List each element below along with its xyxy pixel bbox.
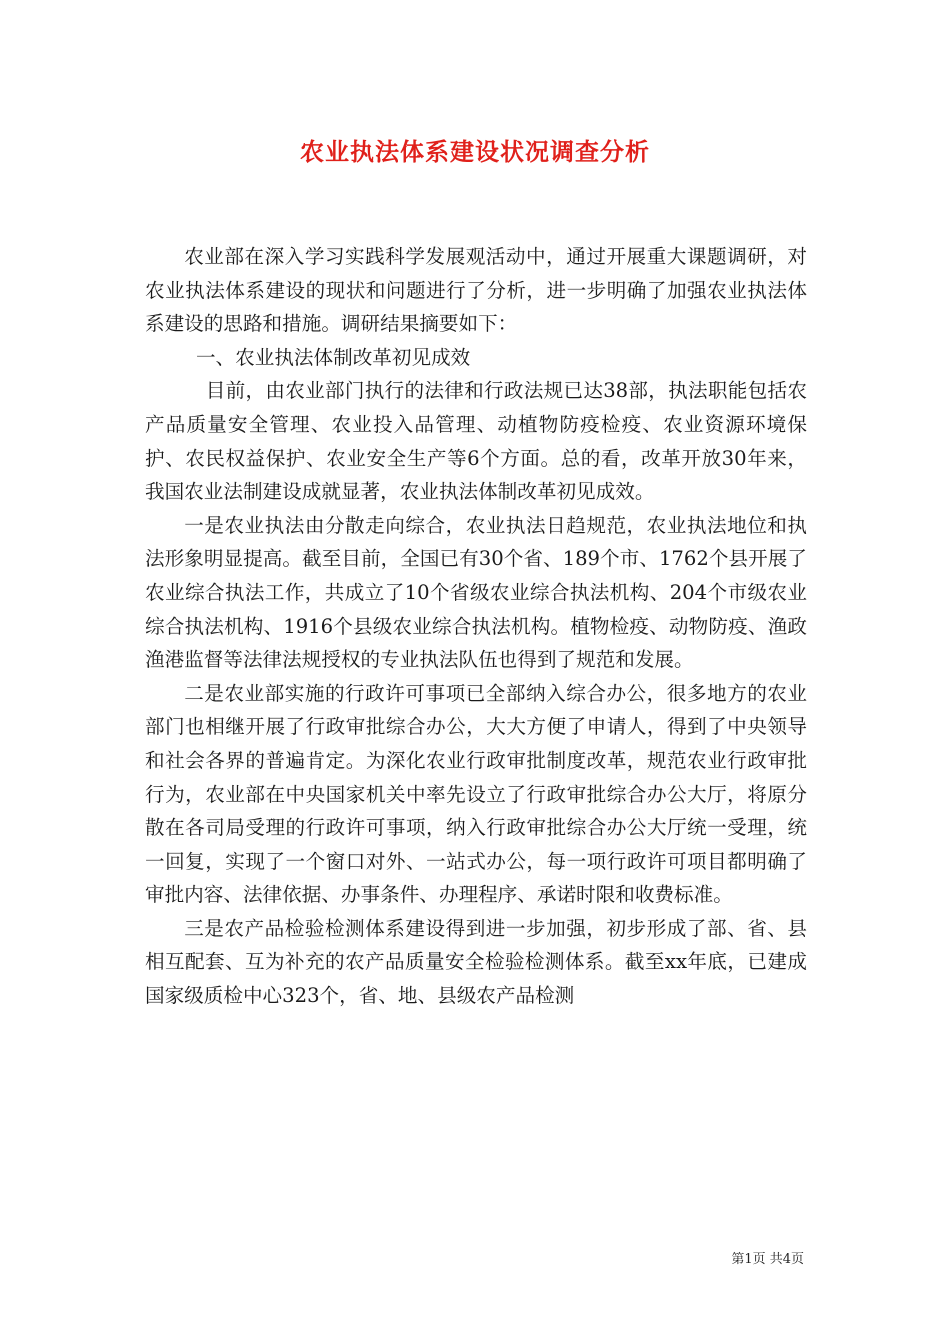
paragraph-4: 三是农产品检验检测体系建设得到进一步加强，初步形成了部、省、县相互配套、互为补充的农产品质量安全检验检测体系。截至xx年底，已建成国家级质检中心323个，省、地、县级农产品检测 (145, 916, 807, 1008)
section-heading: 一、农业执法体制改革初见成效 (195, 345, 471, 369)
paragraph-3: 二是农业部实施的行政许可事项已全部纳入综合办公，很多地方的农业部门也相继开展了行政审批综合办公，大大方便了申请人，得到了中央领导和社会各界的普遍肯定。为深化农业行政审批制度改革，规范农业行政审批行为，农业部在中央国家机关中率先设立了行政审批综合办公大厅，将原分散在各司局受理的行政许可事项，纳入行政审批综合办公大厅统一受理，统一回复，实现了一个窗口对外、一站式办公，每一项行政许可项目都明确了审批内容、法律依据、办事条件、办理程序、承诺时限和收费标准。 (145, 681, 807, 907)
intro-paragraph: 农业部在深入学习实践科学发展观活动中，通过开展重大课题调研，对农业执法体系建设的现状和问题进行了分析，进一步明确了加强农业执法体系建设的思路和措施。调研结果摘要如下： (145, 245, 807, 336)
paragraph-1: 目前，由农业部门执行的法律和行政法规已达38部，执法职能包括农产品质量安全管理、农业投入品管理、动植物防疫检疫、农业资源环境保护、农民权益保护、农业安全生产等6个方面。总的看，改革开放30年来，我国农业法制建设成就显著，农业执法体制改革初见成效。 (145, 379, 807, 504)
paragraph-2: 一是农业执法由分散走向综合，农业执法日趋规范，农业执法地位和执法形象明显提高。截至目前，全国已有30个省、189个市、1762个县开展了农业综合执法工作，共成立了10个省级农业综合执法机构、204个市级农业综合执法机构、1916个县级农业综合执法机构。植物检疫、动物防疫、渔政渔港监督等法律法规授权的专业执法队伍也得到了规范和发展。 (145, 513, 807, 672)
page-number: 第1页 共4页 (731, 1252, 804, 1267)
document-body (145, 240, 807, 1013)
document-title: 农业执法体系建设状况调查分析 (300, 137, 650, 166)
